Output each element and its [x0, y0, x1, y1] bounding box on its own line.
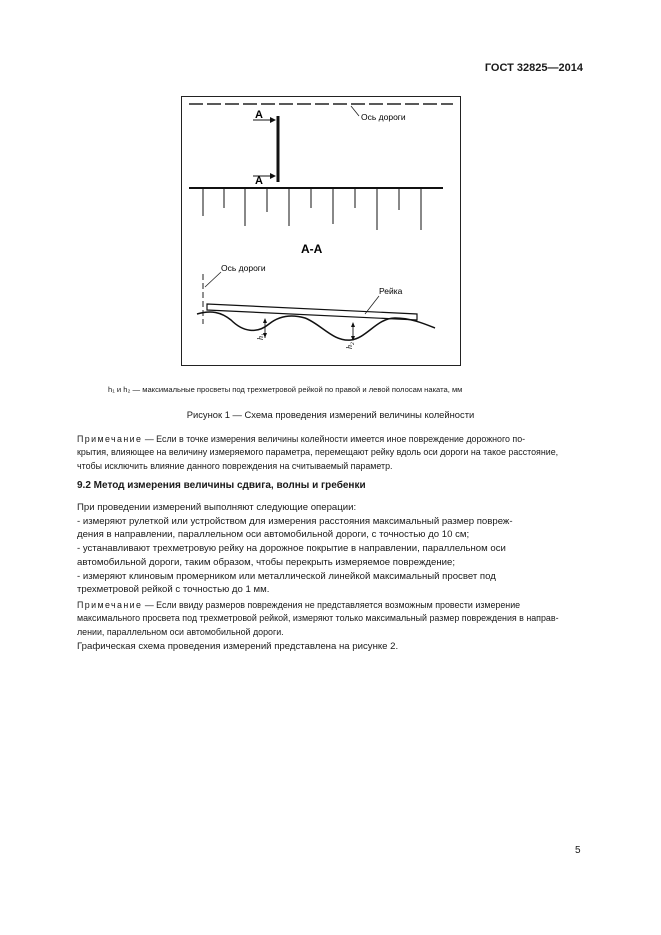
section-marker-top: А — [255, 109, 263, 121]
section-heading: 9.2 Метод измерения величины сдвига, волны и гребенки — [77, 480, 366, 491]
h1-label: $h_1$ — [256, 333, 267, 340]
section-title: А-А — [301, 242, 323, 256]
body-item-1-line-1: - измеряют рулеткой или устройством для измерения расстояния максимальный размер повреж- — [77, 515, 513, 527]
rail-section — [207, 304, 417, 320]
road-axis-label-top: Ось дороги — [361, 112, 406, 122]
note-2 — [77, 599, 584, 639]
note-1-line-1: — Если в точке измерения величины колейности имеется иное повреждение дорожного по- — [142, 434, 526, 444]
page-number: 5 — [575, 845, 581, 856]
body-item-2-line-2: автомобильной дороги, таким образом, чтобы перекрыть измеряемое повреждение; — [77, 556, 456, 568]
figure-frame — [182, 97, 461, 366]
rail-label: Рейка — [379, 286, 403, 296]
road-axis-leader — [351, 106, 359, 116]
section-arrowhead-bottom — [270, 173, 276, 179]
figure-1-drawing — [181, 96, 461, 366]
section-arrowhead-top — [270, 117, 276, 123]
note-1-label: Примечание — [77, 434, 143, 444]
section-marker-bottom: А — [255, 175, 263, 187]
road-axis-label-section: Ось дороги — [221, 263, 266, 273]
note-1-line-2: крытия, влияющее на величину измеряемого параметра, перемещают рейку вдоль оси дороги на такое расстояние, — [77, 447, 559, 458]
note-1 — [77, 433, 584, 473]
document-code: ГОСТ 32825—2014 — [484, 62, 583, 74]
body-paragraph — [77, 501, 584, 597]
closing-paragraph: Графическая схема проведения измерений представлена на рисунке 2. — [77, 641, 399, 652]
body-item-3-line-2: трехметровой рейкой с точностью до 1 мм. — [77, 584, 270, 596]
figure-1 — [181, 96, 461, 366]
body-item-3-line-1: - измеряют клиновым промерником или металлической линейкой максимальный просвет под — [77, 570, 496, 582]
body-item-1-line-2: дения в направлении, параллельном оси автомобильной дороги, с точностью до 10 см; — [77, 529, 470, 541]
body-item-2-line-1: - устанавливают трехметровую рейку на дорожное покрытие в направлении, параллельном оси — [77, 543, 506, 555]
figure-legend: h₁ и h₂ — максимальные просветы под трехметровой рейкой по правой и левой полосам наката, мм — [108, 385, 463, 394]
note-2-line-2: максимального просвета под трехметровой рейкой, измеряют только максимальный размер повреждения в направ- — [77, 613, 559, 624]
note-2-line-3: лении, параллельном оси автомобильной дороги. — [77, 626, 284, 637]
note-1-line-3: чтобы исключить влияние данного повреждения на считываемый параметр. — [77, 460, 393, 471]
note-2-label: Примечание — [77, 600, 143, 610]
body-intro: При проведении измерений выполняют следующие операции: — [77, 502, 357, 513]
note-2-line-1: — Если ввиду размеров повреждения не представляется возможным провести измерение — [142, 600, 521, 610]
road-axis-section-leader — [205, 272, 221, 287]
h2-label: $h_2$ — [345, 342, 356, 349]
road-edge-ticks — [203, 188, 421, 230]
figure-caption: Рисунок 1 — Схема проведения измерений величины колейности — [186, 409, 475, 420]
